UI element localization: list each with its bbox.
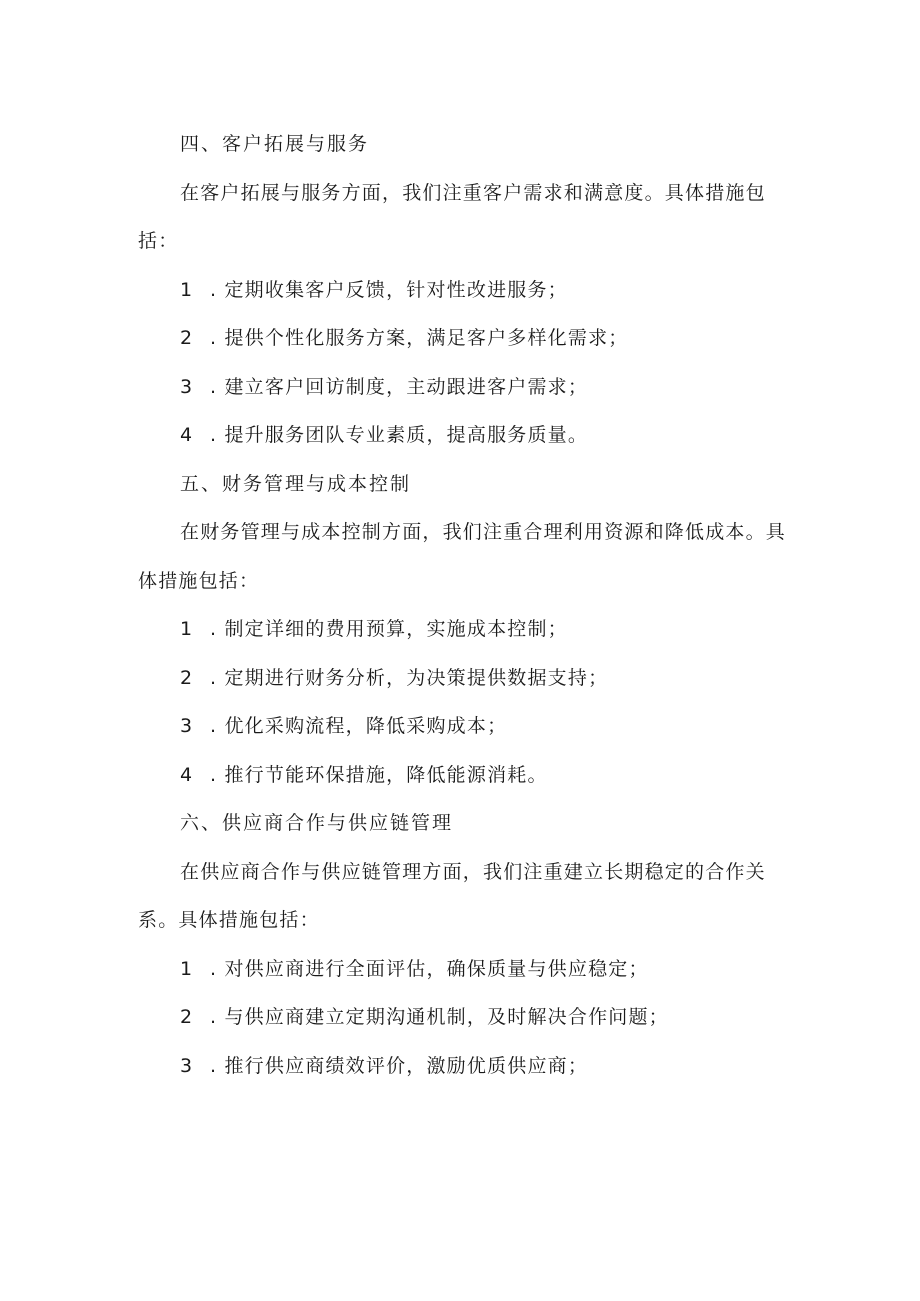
section-heading: 五、财务管理与成本控制 xyxy=(180,472,412,495)
list-item xyxy=(138,945,788,994)
list-item xyxy=(138,605,788,654)
list-item-number: 1 xyxy=(180,957,194,980)
section-heading: 六、供应商合作与供应链管理 xyxy=(180,812,454,834)
list-item-text: . 优化采购流程，降低采购成本； xyxy=(210,715,508,737)
list-item-text: . 提升服务团队专业素质，提高服务质量。 xyxy=(210,424,589,446)
section-intro-continuation: 括： xyxy=(138,230,179,252)
section-intro-line: 在供应商合作与供应链管理方面，我们注重建立长期稳定的合作关 xyxy=(180,860,766,883)
list-item-text: . 制定详细的费用预算，实施成本控制； xyxy=(210,618,568,640)
list-item xyxy=(138,654,788,703)
list-item xyxy=(138,363,788,412)
list-item-number: 1 xyxy=(180,278,194,301)
list-item-text: . 提供个性化服务方案，满足客户多样化需求； xyxy=(210,327,629,349)
section-intro-line: 在财务管理与成本控制方面，我们注重合理利用资源和降低成本。具 xyxy=(180,521,787,543)
list-item-text: . 定期收集客户反馈，针对性改进服务； xyxy=(210,278,568,301)
list-item-number: 3 xyxy=(180,1054,194,1077)
list-item-text: . 定期进行财务分析，为决策提供数据支持； xyxy=(210,666,609,689)
list-item xyxy=(138,266,788,315)
list-item-number: 2 xyxy=(180,666,194,689)
section-intro-continuation: 体措施包括： xyxy=(138,569,260,592)
list-item-number: 1 xyxy=(180,618,194,640)
list-item-text: . 推行节能环保措施，降低能源消耗。 xyxy=(210,763,548,786)
list-item-text: . 对供应商进行全面评估，确保质量与供应稳定； xyxy=(210,957,649,980)
list-item xyxy=(138,993,788,1042)
list-item-number: 2 xyxy=(180,327,194,349)
list-item-number: 4 xyxy=(180,763,194,786)
list-item-number: 4 xyxy=(180,424,194,446)
list-item-text: . 与供应商建立定期沟通机制，及时解决合作问题； xyxy=(210,1006,669,1028)
list-item-number: 3 xyxy=(180,375,194,398)
section-intro-line: 在客户拓展与服务方面，我们注重客户需求和满意度。具体措施包 xyxy=(180,181,766,204)
document-body xyxy=(138,120,788,1090)
list-item-number: 3 xyxy=(180,715,194,737)
section-intro-continuation: 系。具体措施包括： xyxy=(138,909,320,931)
list-item xyxy=(138,314,788,363)
list-item xyxy=(138,411,788,460)
list-item-text: . 推行供应商绩效评价，激励优质供应商； xyxy=(210,1054,589,1077)
list-item-text: . 建立客户回访制度，主动跟进客户需求； xyxy=(210,375,589,398)
list-item xyxy=(138,1042,788,1091)
list-item-number: 2 xyxy=(180,1006,194,1028)
list-item xyxy=(138,702,788,751)
list-item xyxy=(138,751,788,800)
section-heading: 四、客户拓展与服务 xyxy=(180,133,370,155)
